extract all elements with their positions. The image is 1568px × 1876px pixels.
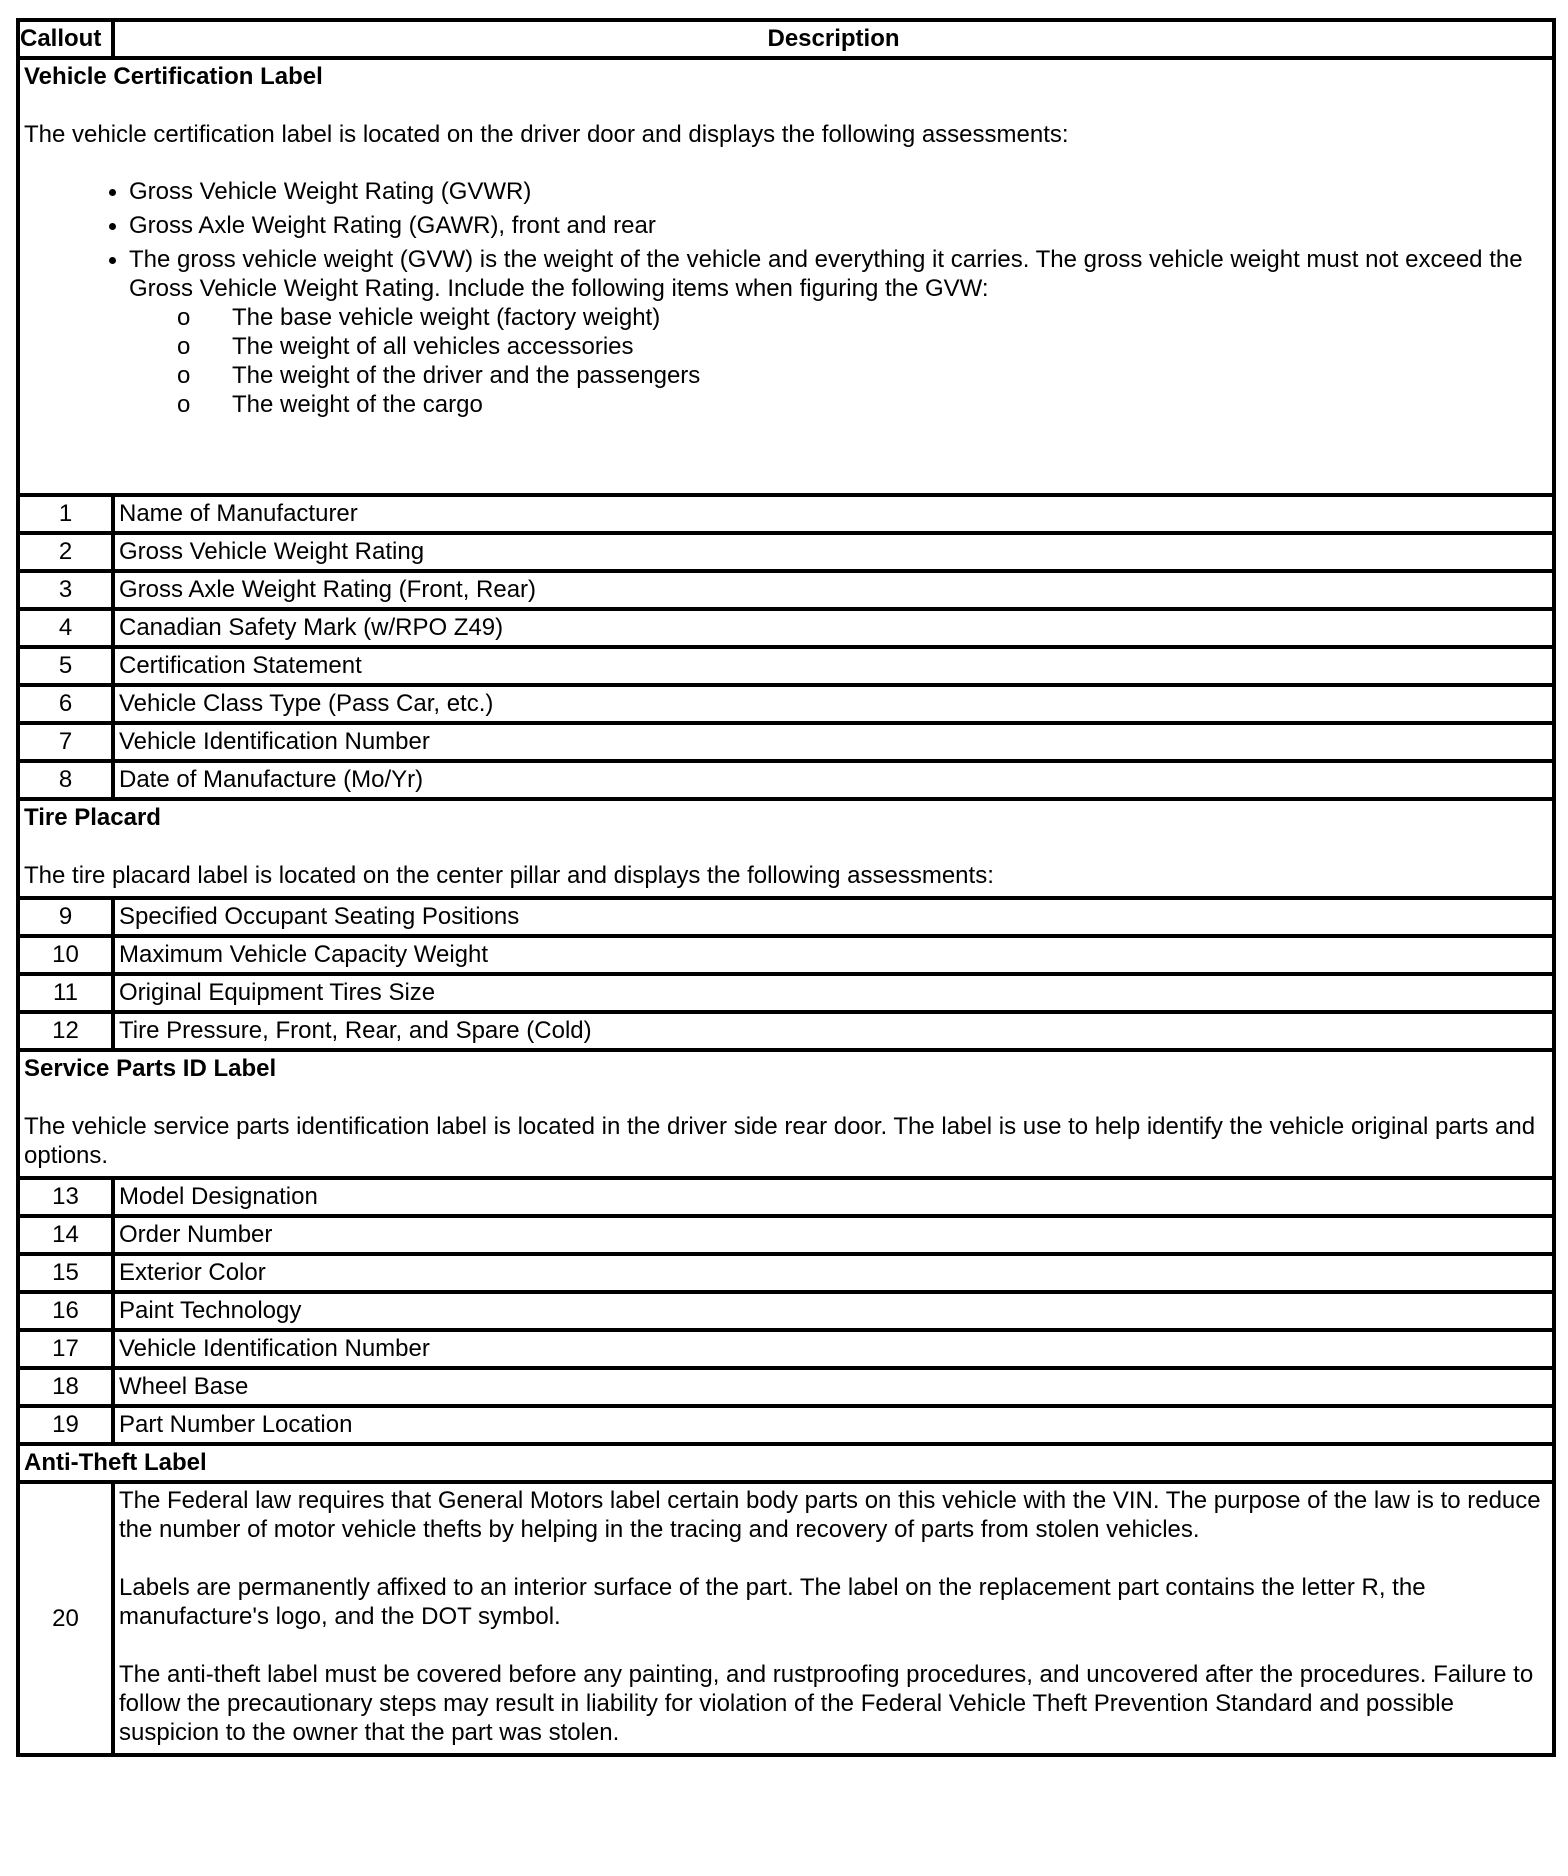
table-row [18,936,1554,974]
callout-description: Specified Occupant Seating Positions [113,898,1554,936]
callout-number: 12 [18,1012,113,1050]
bullet-text: The gross vehicle weight (GVW) is the weight of the vehicle and everything it carries. The gross vehicle weight must not exceed the Gross Vehicle Weight Rating. Include the following items when figuring the GVW: [129,246,1523,302]
table-row [18,1368,1554,1406]
table-header-row [18,20,1554,58]
callout-description: Paint Technology [113,1292,1554,1330]
callout-description: Order Number [113,1216,1554,1254]
callout-table [16,18,1556,1757]
callout-number: 13 [18,1178,113,1216]
section-title: Tire Placard [24,804,161,831]
callout-description: Exterior Color [113,1254,1554,1292]
callout-number: 10 [18,936,113,974]
callout-number: 4 [18,609,113,647]
sub-bullet-item [177,390,1548,419]
callout-number: 6 [18,685,113,723]
table-row [18,723,1554,761]
callout-number: 8 [18,761,113,799]
bullet-item [129,245,1548,419]
section-title: Service Parts ID Label [24,1055,277,1082]
section-intro: The tire placard label is located on the center pillar and displays the following assessments: [24,862,994,889]
callout-description: Vehicle Identification Number [113,1330,1554,1368]
callout-number: 3 [18,571,113,609]
sub-bullet-marker: o [177,391,191,418]
sub-bullet-marker: o [177,362,191,389]
callout-description: Name of Manufacturer [113,495,1554,533]
sub-bullet-text: The weight of the driver and the passengers [232,362,701,389]
sub-bullet-list [129,303,1548,419]
sub-bullet-item [177,361,1548,390]
table-row [18,1330,1554,1368]
table-row [18,685,1554,723]
section-cell [18,799,1554,898]
section-cell [18,1050,1554,1178]
callout-description: Maximum Vehicle Capacity Weight [113,936,1554,974]
callout-description: Model Designation [113,1178,1554,1216]
callout-description: Gross Axle Weight Rating (Front, Rear) [113,571,1554,609]
section-intro: The vehicle service parts identification label is located in the driver side rear door. The label is use to help identify the vehicle original parts and options. [24,1113,1536,1169]
callout-number: 2 [18,533,113,571]
section-vehicle-certification [18,58,1554,495]
table-row [18,1482,1554,1755]
callout-description: Vehicle Identification Number [113,723,1554,761]
callout-description [113,1482,1554,1755]
sub-bullet-item [177,303,1548,332]
callout-table-document [16,18,1552,1757]
callout-description: Date of Manufacture (Mo/Yr) [113,761,1554,799]
sub-bullet-item [177,332,1548,361]
sub-bullet-text: The weight of the cargo [232,391,483,418]
table-row [18,1012,1554,1050]
table-row [18,647,1554,685]
description-column-header: Description [113,20,1554,58]
paragraph: The anti-theft label must be covered before any painting, and rustproofing procedures, and uncovered after the procedures. Failure to follow the precautionary steps may result in liability for violation of the Federal Vehicle Theft Prevention Standard and possible suspicion to the owner that the part was stolen. [119,1661,1534,1746]
section-intro: The vehicle certification label is located on the driver door and displays the following assessments: [24,121,1069,148]
callout-description: Part Number Location [113,1406,1554,1444]
section-anti-theft [18,1444,1554,1482]
callout-description: Tire Pressure, Front, Rear, and Spare (Cold) [113,1012,1554,1050]
callout-number: 11 [18,974,113,1012]
sub-bullet-marker: o [177,333,191,360]
table-row [18,974,1554,1012]
section-title: Vehicle Certification Label [24,63,323,90]
sub-bullet-text: The base vehicle weight (factory weight) [232,304,661,331]
callout-number: 7 [18,723,113,761]
callout-number: 20 [18,1482,113,1755]
sub-bullet-text: The weight of all vehicles accessories [232,333,634,360]
callout-number: 14 [18,1216,113,1254]
paragraph: Labels are permanently affixed to an interior surface of the part. The label on the replacement part contains the letter R, the manufacture's logo, and the DOT symbol. [119,1574,1426,1630]
table-row [18,571,1554,609]
callout-description: Original Equipment Tires Size [113,974,1554,1012]
callout-description: Gross Vehicle Weight Rating [113,533,1554,571]
callout-number: 19 [18,1406,113,1444]
section-tire-placard [18,799,1554,898]
callout-number: 18 [18,1368,113,1406]
bullet-list [24,177,1548,419]
callout-number: 9 [18,898,113,936]
table-row [18,1406,1554,1444]
callout-number: 16 [18,1292,113,1330]
table-row [18,1178,1554,1216]
callout-number: 1 [18,495,113,533]
table-row [18,1254,1554,1292]
table-row [18,1216,1554,1254]
table-row [18,609,1554,647]
bullet-item: • Gross Vehicle Weight Rating (GVWR) [129,177,1548,206]
callout-column-header: Callout [18,20,113,58]
table-row [18,761,1554,799]
sub-bullet-marker: o [177,304,191,331]
section-service-parts-id [18,1050,1554,1178]
callout-number: 15 [18,1254,113,1292]
table-row [18,1292,1554,1330]
section-cell [18,58,1554,495]
bullet-item: • Gross Axle Weight Rating (GAWR), front and rear [129,211,1548,240]
callout-description: Vehicle Class Type (Pass Car, etc.) [113,685,1554,723]
callout-description: Canadian Safety Mark (w/RPO Z49) [113,609,1554,647]
section-title: Anti-Theft Label [18,1444,1554,1482]
callout-number: 17 [18,1330,113,1368]
table-row [18,533,1554,571]
callout-description: Wheel Base [113,1368,1554,1406]
callout-number: 5 [18,647,113,685]
table-row [18,495,1554,533]
table-row [18,898,1554,936]
paragraph: The Federal law requires that General Motors label certain body parts on this vehicle with the VIN. The purpose of the law is to reduce the number of motor vehicle thefts by helping in the tracing and recovery of parts from stolen vehicles. [119,1487,1541,1543]
callout-description: Certification Statement [113,647,1554,685]
